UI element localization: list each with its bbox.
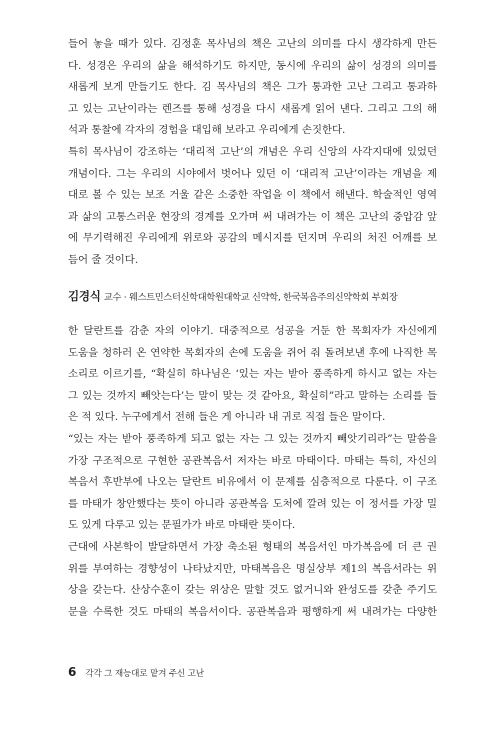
body-text-section: [68, 321, 437, 623]
endorsement-signature: [68, 286, 437, 308]
text-line: 소리로 이르기를, “확실히 하나님은 ‘있는 자는 받아 풍족하게 하시고 없는 자는: [68, 368, 437, 381]
paragraph: [68, 321, 437, 429]
text-line: 고 있는 고난이라는 렌즈를 통해 성경을 다시 새롭게 읽어 낸다. 그리고 그의 해: [68, 102, 437, 115]
text-line: 그 있는 것까지 빼앗는다’는 말이 맞는 것 같아요, 확실히”라고 말하는 소리를 들: [68, 389, 437, 402]
text-line: 과 삶의 고통스러운 현장의 경계를 오가며 써 내려가는 이 책은 고난의 중압감 앞: [68, 210, 437, 223]
text-line: 근대에 사본학이 발달하면서 가장 축소된 형태의 복음서인 마가복음에 더 큰 권: [68, 540, 437, 553]
text-line: 문을 수록한 것도 마태의 복음서이다. 공관복음과 평행하게 써 내려가는 다양한: [68, 605, 437, 618]
text-line: “있는 자는 받아 풍족하게 되고 없는 자는 그 있는 것까지 빼앗기리라”는 말씀을: [68, 432, 437, 445]
text-line: 위를 부여하는 경향성이 나타났지만, 마태복음은 명실상부 제1의 복음서라는 위: [68, 562, 437, 575]
text-line: 복음서 후반부에 나오는 달란트 비유에서 이 문제를 심층적으로 다룬다. 이 구조: [68, 476, 437, 489]
paragraph: [68, 429, 437, 537]
text-line: 새롭게 보게 만들기도 한다. 김 목사님의 책은 그가 통과한 고난 그리고 통과하: [68, 81, 437, 94]
text-line: 를 마태가 창안했다는 뜻이 아니라 공관복음 도처에 깔려 있는 이 정서를 가장 밀: [68, 497, 437, 510]
signer-affiliation: 교수 · 웨스트민스터신학대학원대학교 신약학, 한국복음주의신약학회 부회장: [103, 291, 398, 303]
text-line: 개념이다. 그는 우리의 시야에서 벗어나 있던 이 ‘대리적 고난’이라는 개념을 제: [68, 167, 437, 180]
text-line: 한 달란트를 감춘 자의 이야기. 대중적으로 성공을 거둔 한 목회자가 자신에게: [68, 325, 437, 337]
paragraph: [68, 537, 437, 623]
text-line: 은 적 있다. 누구에게서 전해 들은 게 아니라 내 귀로 직접 들은 말이다.: [68, 411, 386, 424]
text-line: 듬어 줄 것이다.: [68, 253, 139, 266]
page-footer: [68, 661, 204, 681]
text-line: 가장 구조적으로 구현한 공관복음서 저자는 바로 마태이다. 마태는 특히, 자신의: [68, 454, 437, 467]
page-number: 6: [68, 665, 77, 679]
text-line: 도움을 청하러 온 연약한 목회자의 손에 도움을 쥐어 줘 돌려보낸 후에 나직한 목: [68, 346, 437, 359]
text-line: 상을 갖는다. 산상수훈이 갖는 위상은 말할 것도 없거니와 완성도를 갖춘 주기도: [68, 584, 437, 597]
signer-name: 김경식: [68, 288, 101, 303]
text-line: 다. 성경은 우리의 삶을 해석하기도 하지만, 동시에 우리의 삶이 성경의 의미를: [68, 59, 437, 72]
text-line: 에 무기력해진 우리에게 위로와 공감의 메시지를 던지며 우리의 처진 어깨를 보: [68, 232, 437, 245]
text-line: 석과 통찰에 각자의 경험을 대입해 보라고 우리에게 손짓한다.: [68, 124, 346, 137]
endorsement-section: [68, 34, 437, 307]
paragraph: [68, 34, 437, 142]
paragraph: [68, 142, 437, 272]
text-line: 도 있게 다루고 있는 문필가가 바로 마태란 뜻이다.: [68, 519, 296, 532]
running-title: 각각 그 재능대로 맡겨 주신 고난: [85, 669, 204, 679]
text-line: 대로 볼 수 있는 보조 거울 같은 소중한 작업을 이 책에서 해낸다. 학술적인 영역: [68, 189, 437, 202]
text-line: 들어 놓을 때가 있다. 김정훈 목사님의 책은 고난의 의미를 다시 생각하게 만든: [68, 38, 437, 50]
text-line: 특히 목사님이 강조하는 ‘대리적 고난’의 개념은 우리 신앙의 사각지대에 있었던: [68, 145, 437, 158]
